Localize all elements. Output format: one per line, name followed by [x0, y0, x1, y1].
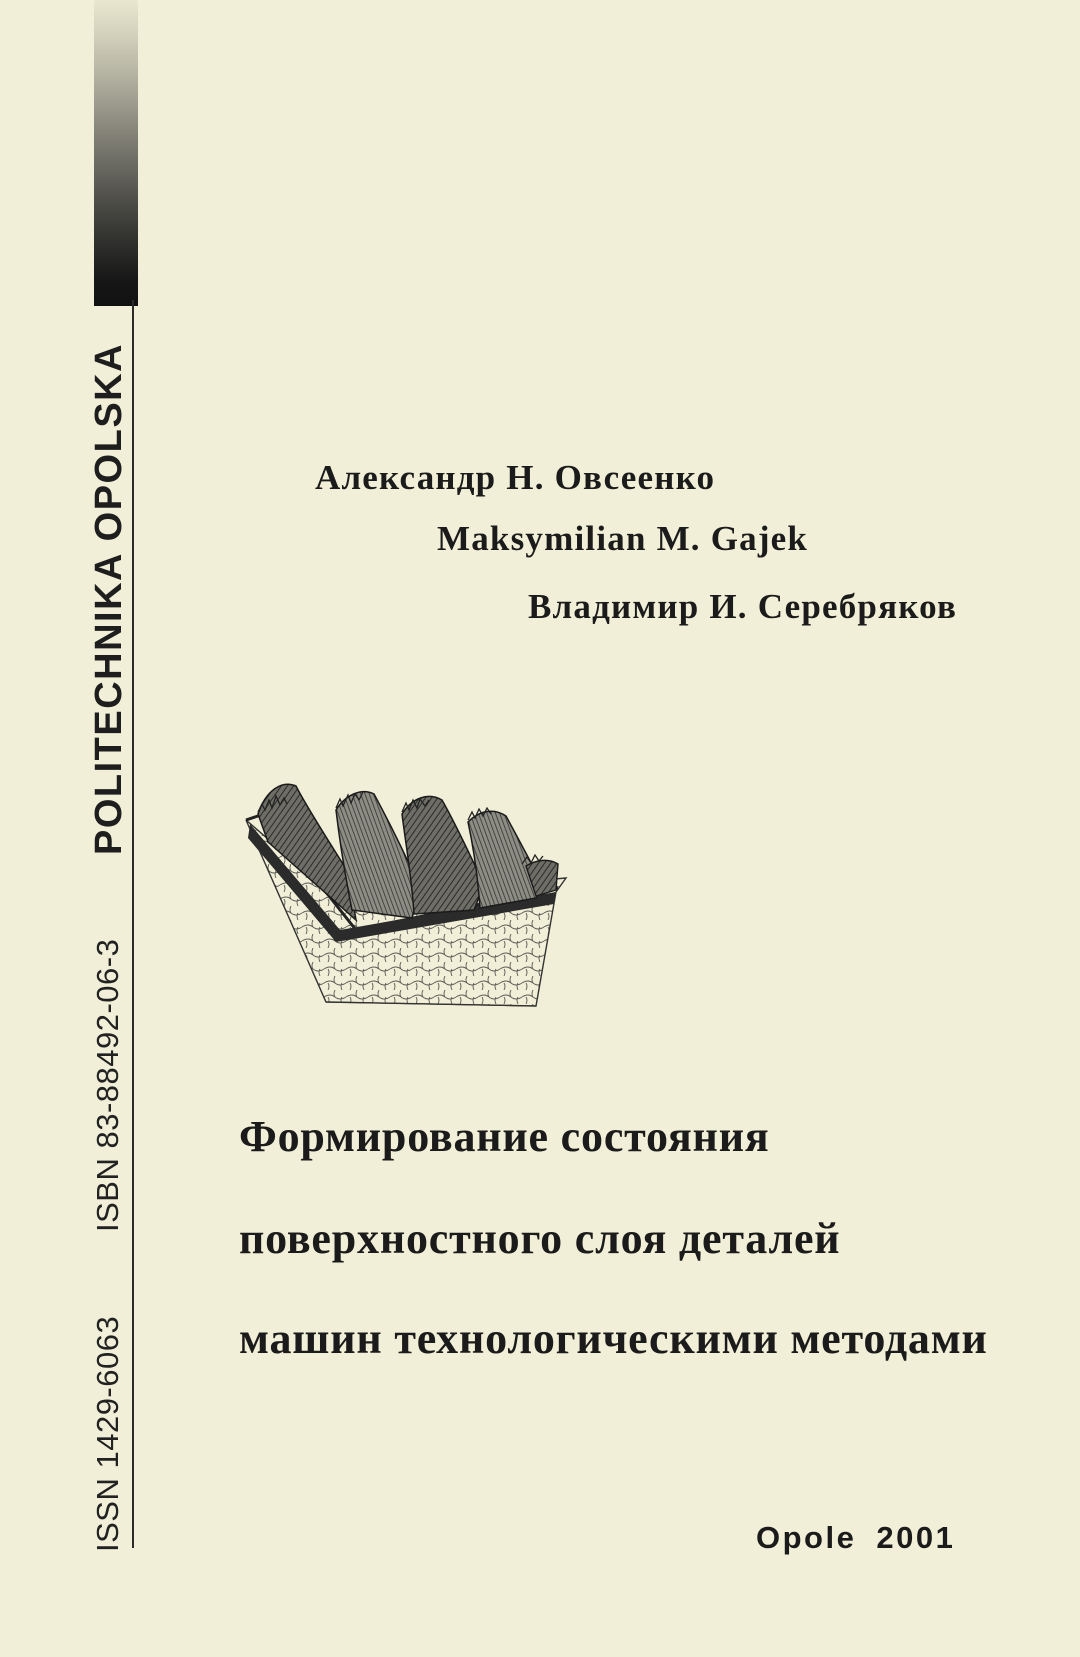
imprint-year: 2001 — [876, 1520, 956, 1555]
spine-isbn: ISBN 83-88492-06-3 — [90, 938, 125, 1232]
imprint-city: Opole — [756, 1520, 857, 1555]
spine-issn: ISSN 1429-6063 — [90, 1315, 125, 1552]
title-line-2: поверхностного слоя деталей — [239, 1214, 841, 1263]
spine-divider-line — [132, 300, 134, 1548]
spine-publisher: POLITECHNIKA OPOLSKA — [88, 342, 130, 855]
spine-gradient-bar — [94, 0, 138, 306]
author-2: Maksymilian M. Gajek — [437, 519, 809, 558]
author-3: Владимир И. Серебряков — [528, 587, 958, 626]
title-line-1: Формирование состояния — [239, 1112, 770, 1161]
surface-layer-illustration — [236, 780, 592, 1036]
title-line-3: машин технологическими методами — [239, 1314, 988, 1363]
imprint — [756, 1520, 955, 1556]
author-1: Александр Н. Овсеенко — [315, 458, 716, 497]
